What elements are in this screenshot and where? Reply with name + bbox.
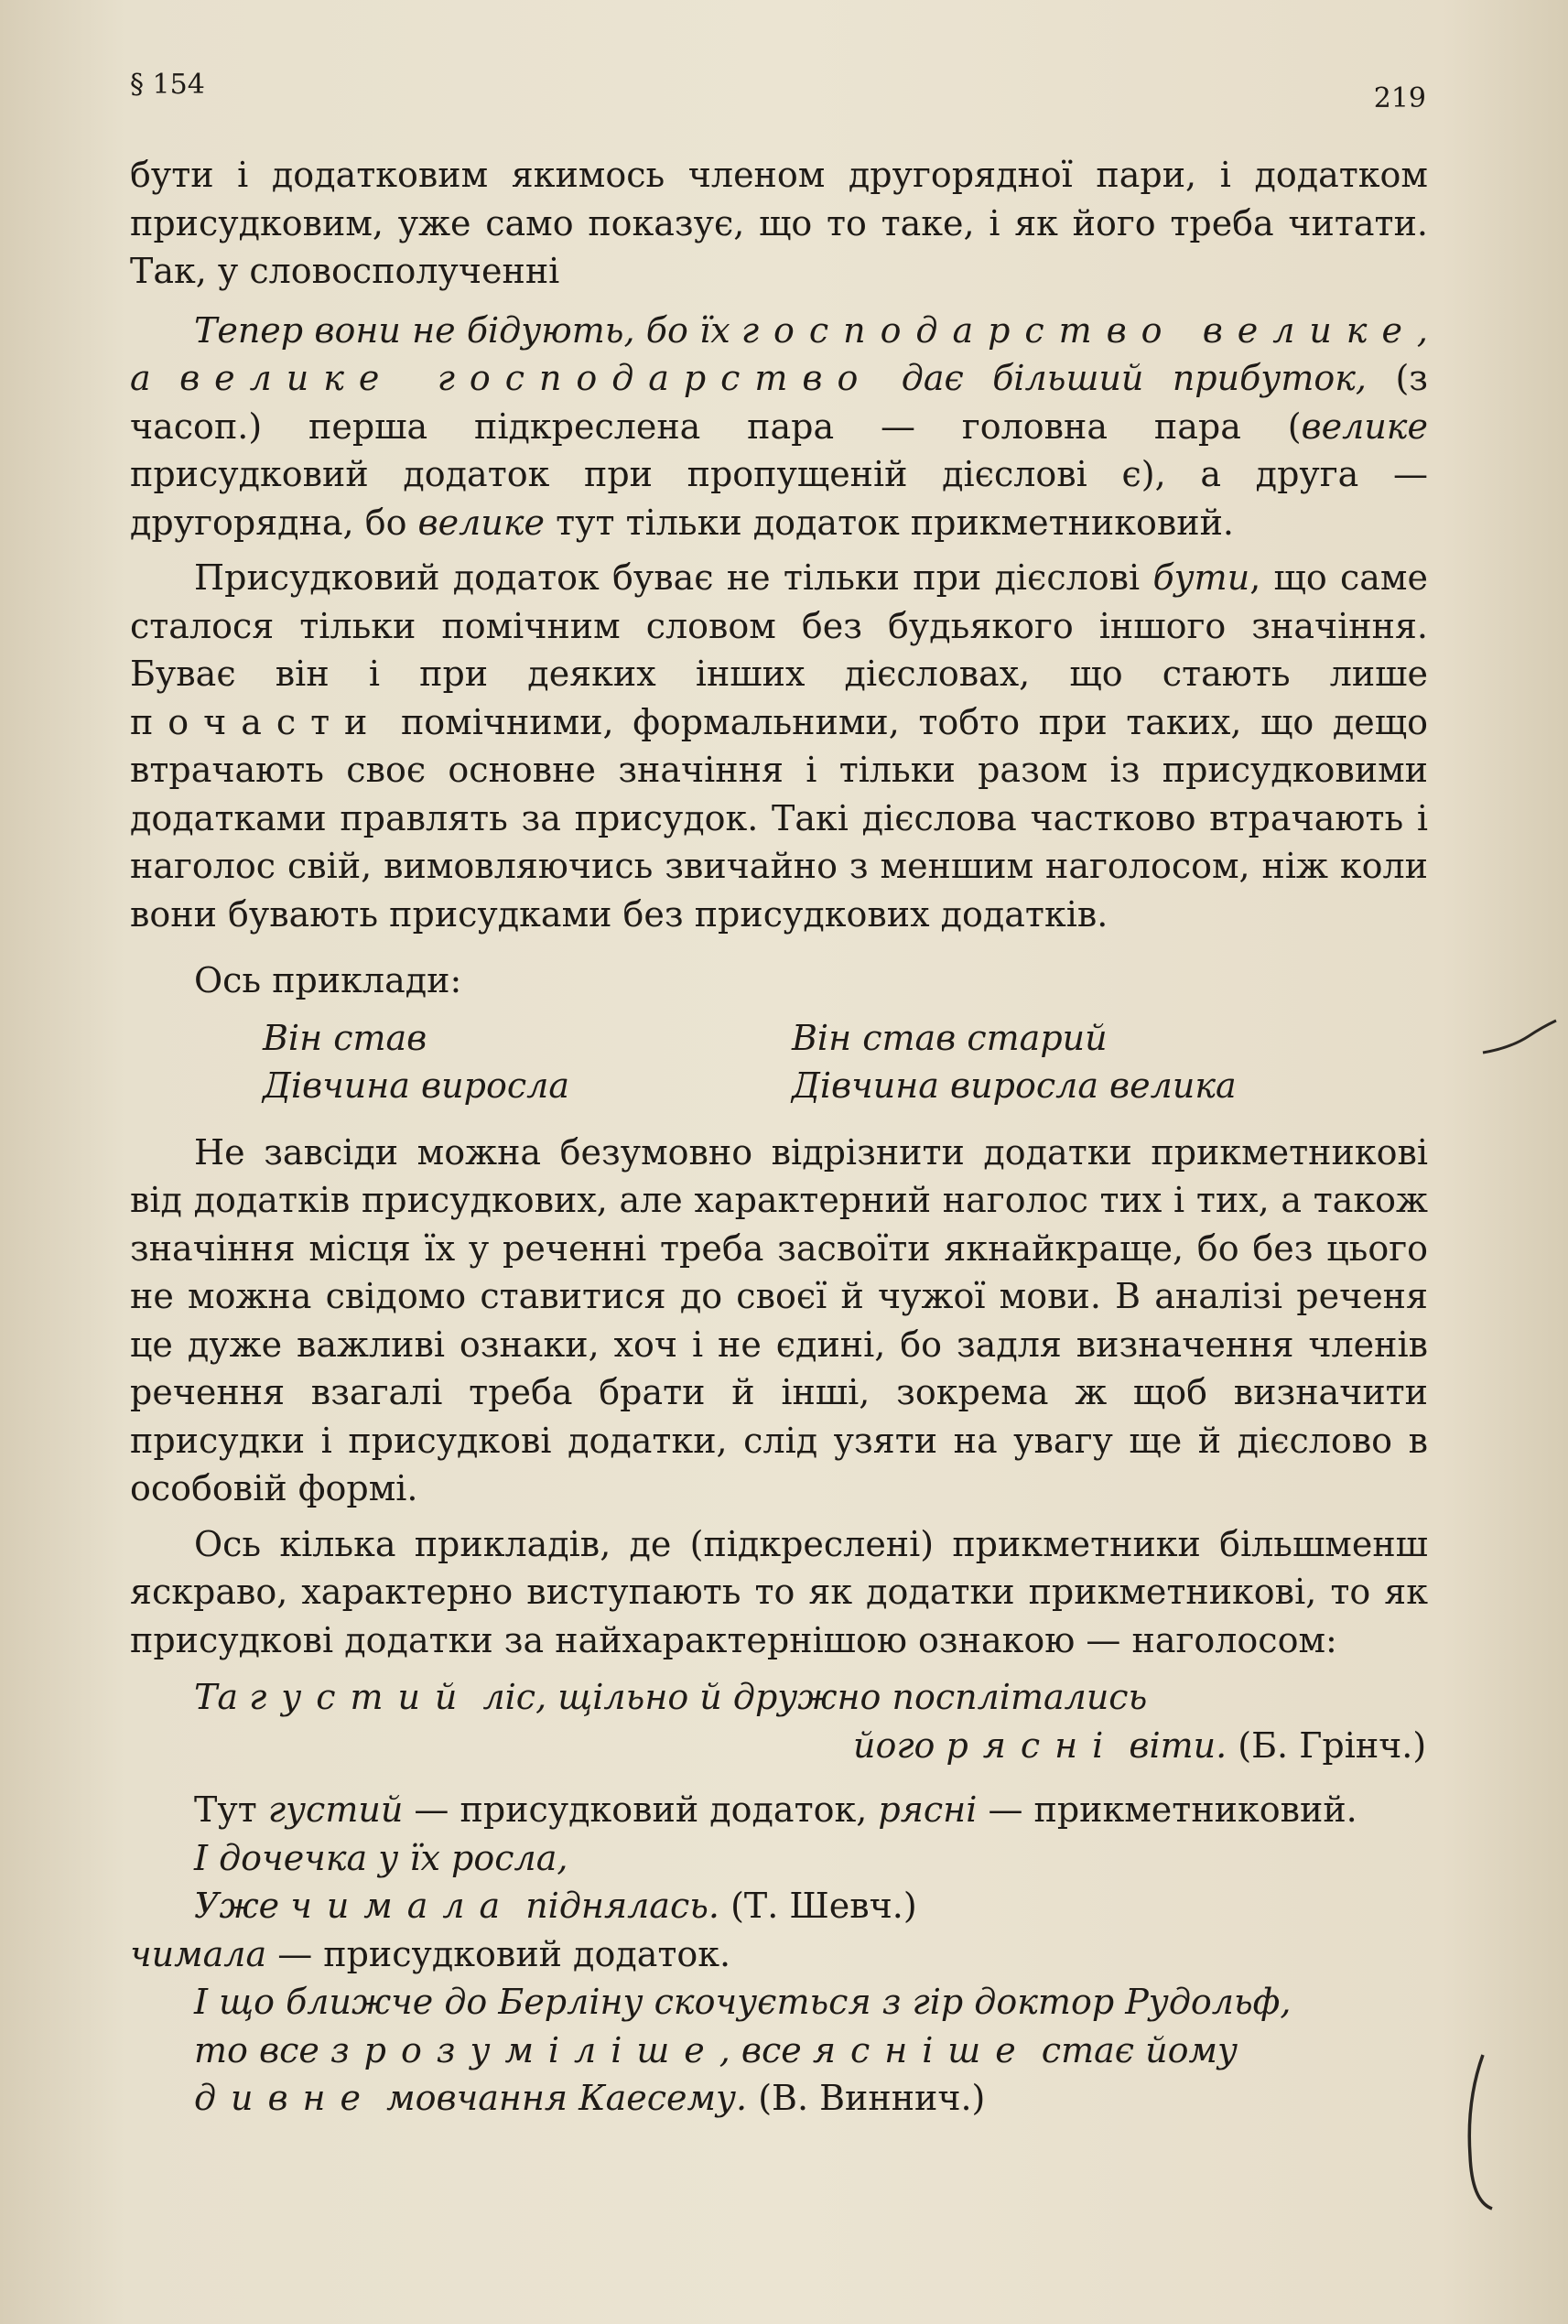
page-number: 219 bbox=[1373, 82, 1426, 114]
examples-intro: Ось приклади: bbox=[194, 960, 462, 1000]
example-cell: Дівчина виросла велика bbox=[792, 1065, 1237, 1106]
page-body bbox=[130, 151, 1428, 2123]
quote-shevchenko: І дочечка у їх росла, Уже чимала піднялась. (Т. Шевч.) bbox=[194, 1837, 917, 1926]
comment: чимала — присудковий додаток. bbox=[130, 1933, 731, 1974]
example-cell: Він став старий bbox=[792, 1017, 1108, 1058]
paragraph: бути і додатковим якимось членом другорядної пари, і додатком присудковим, уже само показує, що то таке, і як його треба читати. Так, у словосполученні bbox=[130, 155, 1428, 291]
section-number: § 154 bbox=[130, 69, 205, 101]
paragraph: Ось кілька прикладів, де (підкреслені) прикметники більшменш яскраво, характерно виступають то як додатки прикметникові, то як присудкові додатки за найхарактернішою ознакою — наголосом: bbox=[130, 1523, 1428, 1660]
quote-grinch: Та густий ліс, щільно й дружно посплітались його рясні віти. (Б. Грінч.) bbox=[194, 1677, 1427, 1766]
example-cell: Він став bbox=[263, 1017, 427, 1058]
comment: Тут густий — присудковий додаток, рясні — прикметниковий. bbox=[194, 1789, 1357, 1830]
example-cell: Дівчина виросла bbox=[263, 1065, 569, 1106]
example-paragraph: Тепер вони не бідують, бо їх господарство велике, а велике господарство дає більший прибуток, (з часоп.) перша підкреслена пара — головна пара (велике присудковий додаток при пропущеній дієслові є), а друга — другорядна, бо велике тут тільки додаток прикметниковий. bbox=[130, 309, 1428, 543]
paragraph: Не завсіди можна безумовно відрізнити додатки прикметникові від додатків присудкових, але характерний наголос тих і тих, а також значіння місця їх у реченні треба засвоїти якнайкраще, бо без цього не можна свідомо ставитися до своєї й чужої мови. В аналізі реченя це дуже важливі ознаки, хоч і не єдині, бо задля визначення членів речення взагалі треба брати й інші, зокрема ж щоб визначити присудки і присудкові додатки, слід узяти на увагу ще й дієслово в особовій формі. bbox=[130, 1131, 1428, 1508]
examples-table bbox=[263, 1014, 1428, 1110]
pencil-mark-icon bbox=[1478, 1016, 1561, 1071]
paragraph: Присудковий додаток буває не тільки при дієслові бути, що саме сталося тільки помічним словом без будьякого іншого значіння. Буває він і при деяких інших дієсловах, що стають лише почасти помічними, формальними, тобто при таких, що дещо втрачають своє основне значіння і тільки разом із присудковими додатками правлять за присудок. Такі дієслова частково втрачають і наголос свій, вимовляючись звичайно з меншим наголосом, ніж коли вони бувають присудками без присудкових додатків. bbox=[130, 557, 1428, 935]
quote-vynnychenko: І що ближче до Берліну скочується з гір доктор Рудольф, то все зрозуміліше, все ясніше стає йому дивне мовчання Каесему. (В. Виннич.) bbox=[194, 1982, 1292, 2118]
pencil-bracket-icon bbox=[1455, 2046, 1501, 2220]
